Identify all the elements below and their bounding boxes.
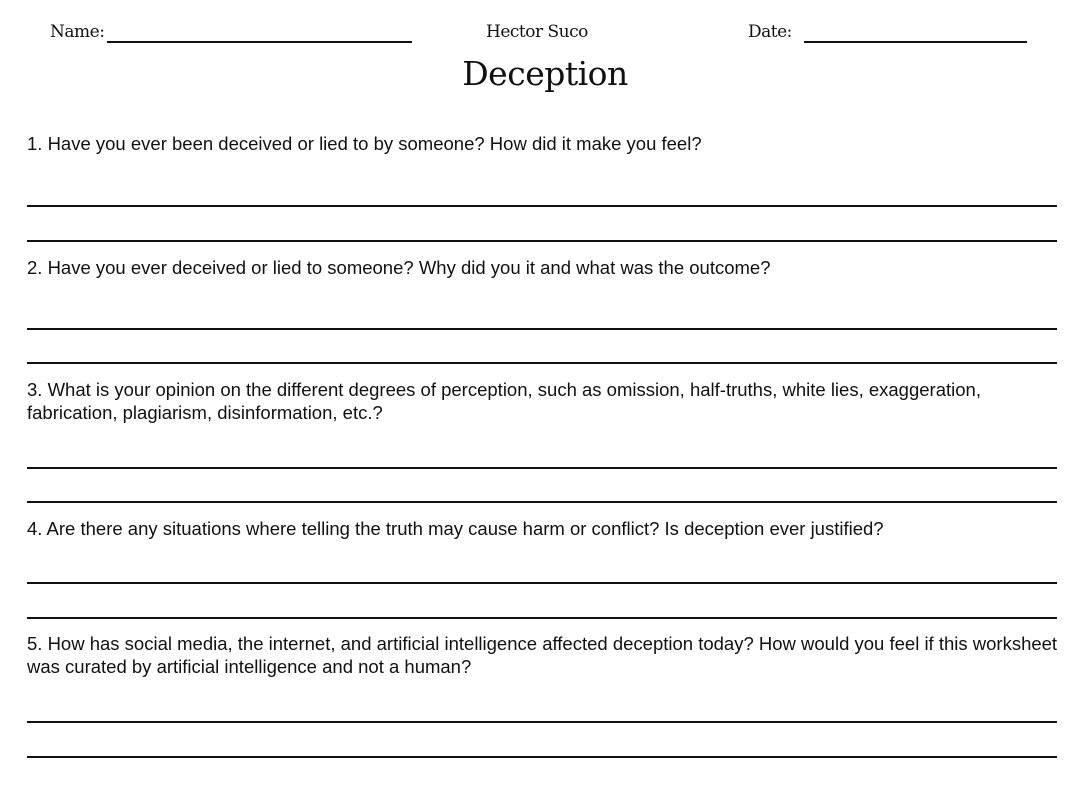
question-3: 3. What is your opinion on the different degrees of perception, such as omission, half-truths, white lies, exaggeration, fabrication, plagiarism, disinformation, etc.?: [27, 379, 981, 423]
answer-line[interactable]: [27, 501, 1057, 503]
question-4: 4. Are there any situations where telling the truth may cause harm or conflict? Is deception ever justified?: [27, 518, 884, 539]
date-label: Date:: [748, 22, 792, 42]
name-field[interactable]: [107, 41, 412, 43]
question-1: 1. Have you ever been deceived or lied to by someone? How did it make you feel?: [27, 133, 702, 154]
answer-line[interactable]: [27, 617, 1057, 619]
answer-line[interactable]: [27, 721, 1057, 723]
answer-line[interactable]: [27, 328, 1057, 330]
answer-line[interactable]: [27, 582, 1057, 584]
date-field[interactable]: [804, 41, 1027, 43]
answer-line[interactable]: [27, 205, 1057, 207]
author-name: Hector Suco: [486, 22, 588, 42]
answer-line[interactable]: [27, 756, 1057, 758]
question-2: 2. Have you ever deceived or lied to someone? Why did you it and what was the outcome?: [27, 257, 771, 278]
name-label: Name:: [50, 22, 105, 42]
worksheet-title: Deception: [462, 54, 628, 93]
answer-line[interactable]: [27, 240, 1057, 242]
answer-line[interactable]: [27, 467, 1057, 469]
question-5: 5. How has social media, the internet, and artificial intelligence affected deception today? How would you feel if this worksheet was curated by artificial intelligence and not a human?: [27, 633, 1058, 677]
answer-line[interactable]: [27, 362, 1057, 364]
